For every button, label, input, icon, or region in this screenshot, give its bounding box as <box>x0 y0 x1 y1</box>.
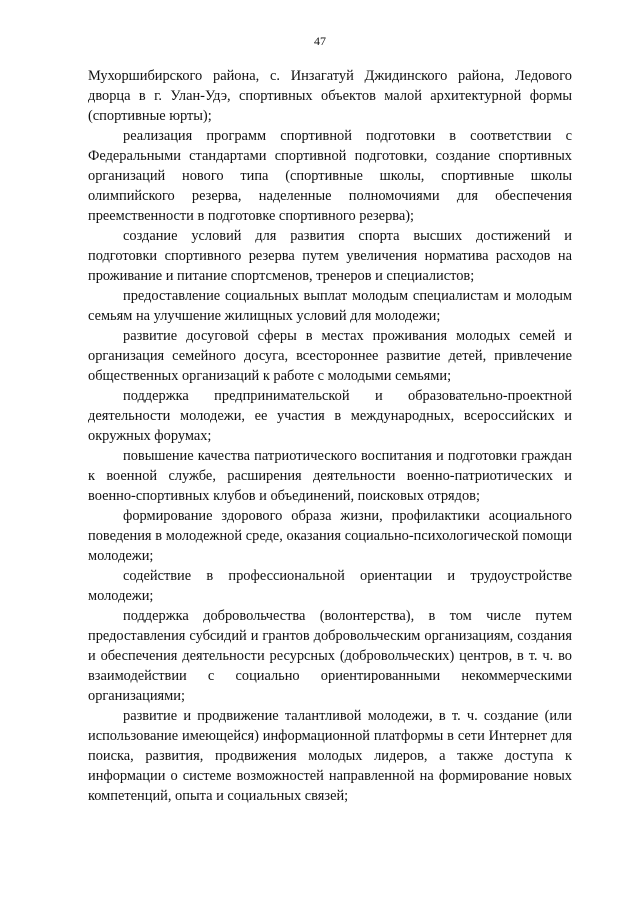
paragraph-patriotic-education: повышение качества патриотического воспитания и подготовки граждан к военной службе, расширения деятельности военно-патриотических и военно-спортивных клубов и объединений, поисковых отрядов; <box>88 448 572 504</box>
page-number: 47 <box>314 34 326 48</box>
document-body <box>88 66 572 806</box>
paragraph-volunteering: поддержка добровольчества (волонтерства), в том числе путем предоставления субсидий и грантов добровольческим организациям, создания и обеспечения деятельности ресурсных (добровольческих) центров, в т. ч. во взаимодействии с социально ориентированными некоммерческими организациями; <box>88 608 572 704</box>
paragraph-career-guidance: содействие в профессиональной ориентации и трудоустройстве молодежи; <box>88 568 572 604</box>
paragraph-social-payments: предоставление социальных выплат молодым специалистам и молодым семьям на улучшение жилищных условий для молодежи; <box>88 288 572 324</box>
paragraph-talented-youth: развитие и продвижение талантливой молодежи, в т. ч. создание (или использование имеющейся) информационной платформы в сети Интернет для поиска, развития, продвижения молодых лидеров, а также доступа к информации о системе возможностей направленной на формирование новых компетенций, опыта и социальных связей; <box>88 708 572 804</box>
paragraph-healthy-lifestyle: формирование здорового образа жизни, профилактики асоциального поведения в молодежной среде, оказания социально-психологической помощи молодежи; <box>88 508 572 564</box>
paragraph-family-leisure: развитие досуговой сферы в местах проживания молодых семей и организация семейного досуга, всестороннее развитие детей, привлечение общественных организаций к работе с молодыми семьями; <box>88 328 572 384</box>
paragraph-sports-training-programs: реализация программ спортивной подготовки в соответствии с Федеральными стандартами спортивной подготовки, создание спортивных организаций нового типа (спортивные школы, спортивные школы олимпийского резерва, наделенные полномочиями для обеспечения преемственности в подготовке спортивного резерва); <box>88 128 572 224</box>
paragraph-high-performance-sport: создание условий для развития спорта высших достижений и подготовки спортивного резерва путем увеличения норматива расходов на проживание и питание спортсменов, тренеров и специалистов; <box>88 228 572 284</box>
paragraph-continuation: Мухоршибирского района, с. Инзагатуй Джидинского района, Ледового дворца в г. Улан-Удэ, спортивных объектов малой архитектурной формы (спортивные юрты); <box>88 68 572 124</box>
paragraph-youth-entrepreneurship: поддержка предпринимательской и образовательно-проектной деятельности молодежи, ее участия в международных, всероссийских и окружных форумах; <box>88 388 572 444</box>
